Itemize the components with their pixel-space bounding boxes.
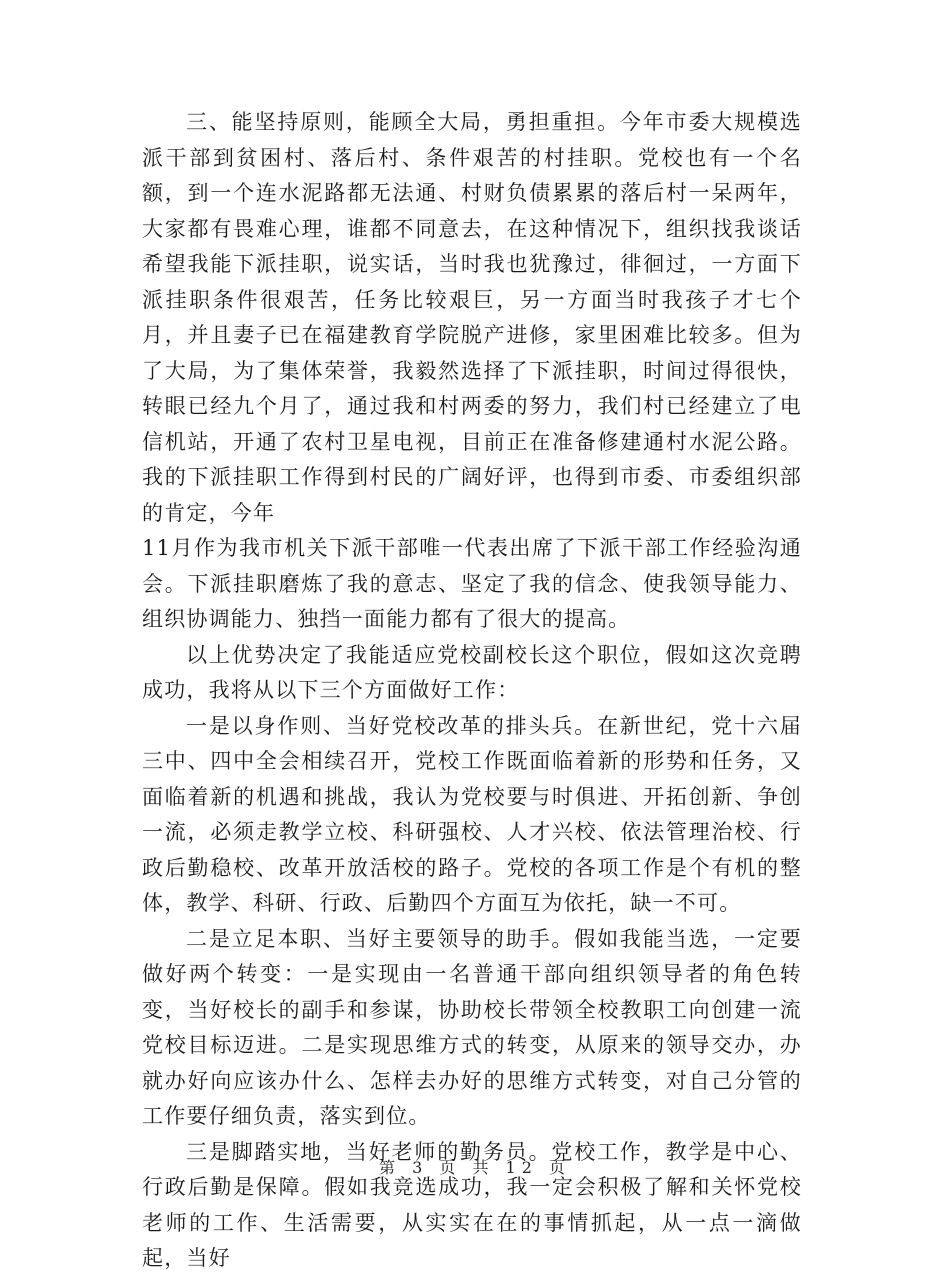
paragraph-6: 三是脚踏实地，当好老师的勤务员。党校工作，教学是中心、行政后勤是保障。假如我竞选成功，我一定会积极了解和关怀党校老师的工作、生活需要，从实实在在的事情抓起，从一点一滴做起，当好: [142, 1139, 802, 1270]
paragraph-2: 11月作为我市机关下派干部唯一代表出席了下派干部工作经验沟通会。下派挂职磨炼了我的意志、坚定了我的信念、使我领导能力、组织协调能力、独挡一面能力都有了很大的提高。: [142, 536, 802, 631]
page-number-footer: 第 3 页 共 12 页: [379, 1158, 571, 1177]
paragraph-4: 一是以身作则、当好党校改革的排头兵。在新世纪，党十六届三中、四中全会相续召开，党校工作既面临着新的形势和任务，又面临着新的机遇和挑战，我认为党校要与时俱进、开拓创新、争创一流，必须走教学立校、科研强校、人才兴校、依法管理治校、行政后勤稳校、改革开放活校的路子。党校的各项工作是个有机的整体，教学、科研、行政、后勤四个方面互为依托，缺一不可。: [142, 713, 802, 915]
paragraph-5: 二是立足本职、当好主要领导的助手。假如我能当选，一定要做好两个转变：一是实现由一名普通干部向组织领导者的角色转变，当好校长的副手和参谋，协助校长带领全校教职工向创建一流党校目标迈进。二是实现思维方式的转变，从原来的领导交办，办就办好向应该办什么、怎样去办好的思维方式转变，对自己分管的工作要仔细负责，落实到位。: [142, 926, 802, 1128]
paragraph-1: 三、能坚持原则，能顾全大局，勇担重担。今年市委大规模选派干部到贫困村、落后村、条件艰苦的村挂职。党校也有一个名额，到一个连水泥路都无法通、村财负债累累的落后村一呆两年，大家都有畏难心理，谁都不同意去，在这种情况下，组织找我谈话希望我能下派挂职，说实话，当时我也犹豫过，徘徊过，一方面下派挂职条件很艰苦，任务比较艰巨，另一方面当时我孩子才七个月，并且妻子已在福建教育学院脱产进修，家里困难比较多。但为了大局，为了集体荣誉，我毅然选择了下派挂职，时间过得很快，转眼已经九个月了，通过我和村两委的努力，我们村已经建立了电信机站，开通了农村卫星电视，目前正在准备修建通村水泥公路。我的下派挂职工作得到村民的广阔好评，也得到市委、市委组织部的肯定，今年: [142, 110, 802, 525]
document-body: [142, 105, 802, 1277]
paragraph-3: 以上优势决定了我能适应党校副校长这个职位，假如这次竞聘成功，我将从以下三个方面做好工作：: [142, 642, 802, 702]
